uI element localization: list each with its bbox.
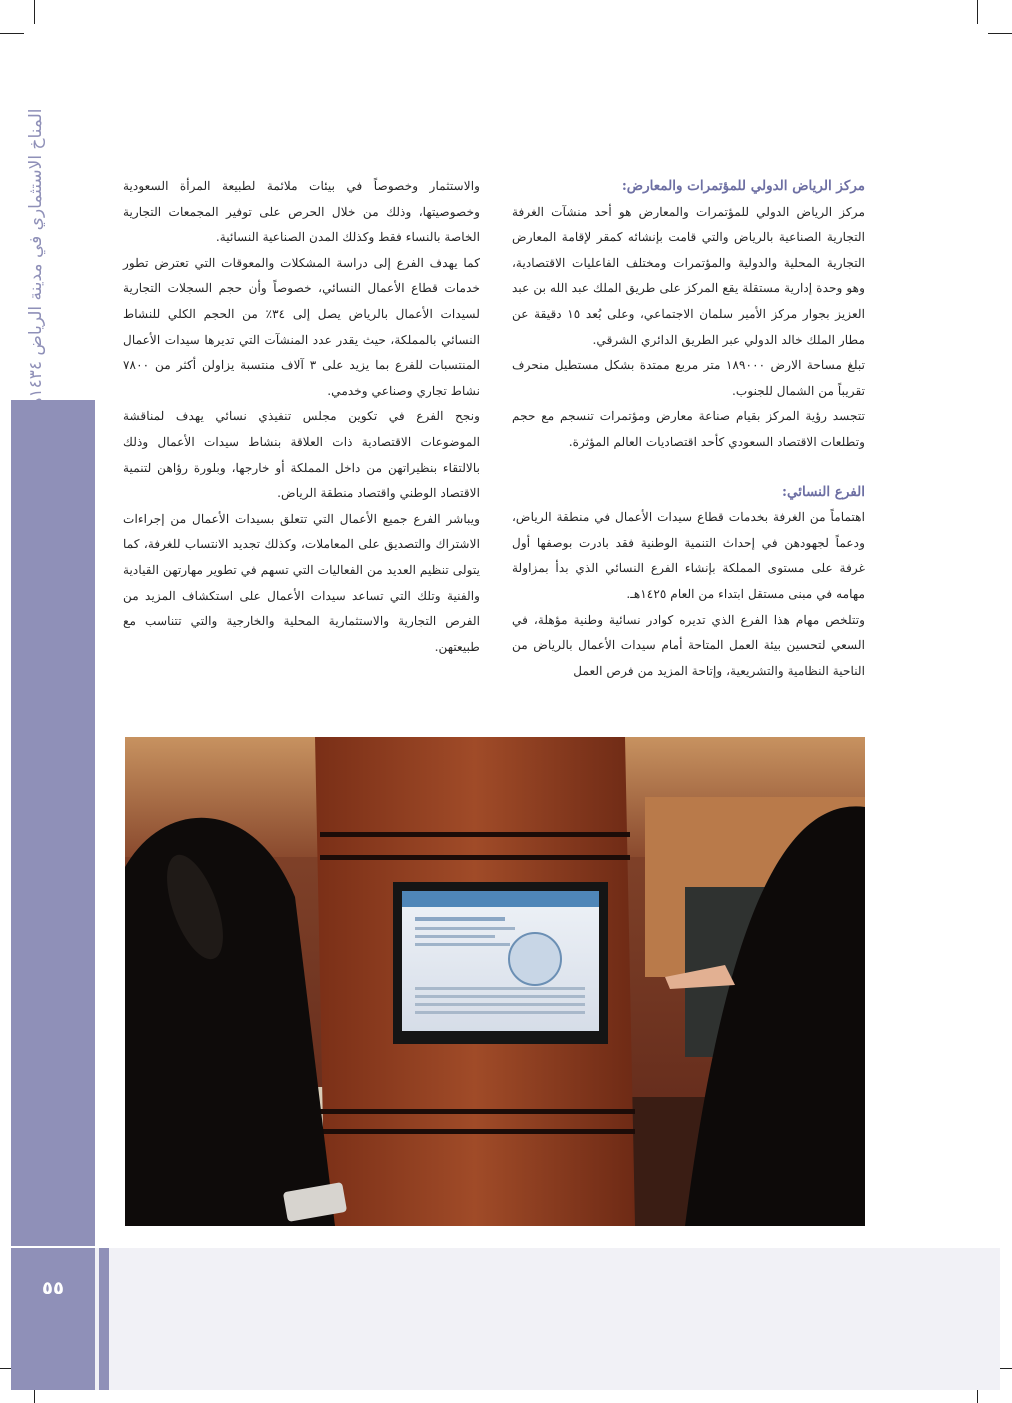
paragraph: وتتلخص مهام هذا الفرع الذي تديره كوادر نسائية وطنية مؤهلة، في السعي لتحسين بيئة العمل المتاحة أمام سيدات الأعمال بالرياض من الناحية النظامية والتشريعية، وإتاحة المزيد من فرص العمل [512,612,865,678]
paragraph: ويباشر الفرع جميع الأعمال التي تتعلق بسيدات الأعمال من إجراءات الاشتراك والتصديق على المعاملات، وكذلك تجديد الانتساب للغرفة، كما يتولى تنظيم العديد من الفعاليات التي تسهم في تطوير مهارتهن القيادية والفنية وتلك التي تساعد سيدات الأعمال على استكشاف المزيد من الفرص التجارية والاستثمارية المحلية والخارجية والتي تتناسب مع طبيعتهن. [123,511,480,654]
heading-womens-branch: الفرع النسائي: [782,483,865,500]
right-column [512,174,865,684]
crop-mark [34,0,35,24]
heading-exhibition-center: مركز الرياض الدولي للمؤتمرات والمعارض: [621,178,865,194]
paragraph: مركز الرياض الدولي للمؤتمرات والمعارض هو أحد منشآت الغرفة التجارية الصناعية بالرياض والتي قامت بإنشائه كمقر لإقامة المعارض التجارية المحلية والدولية والمؤتمرات ومختلف الفاعليات الاقتصادية، وهو وحدة إدارية مستقلة يقع المركز على طريق الملك عبد الله بن عبد العزيز بجوار مركز الأمير سلمان الاجتماعي، وعلى بُعد ١٥ دقيقة عن مطار الملك خالد الدولي عبر الطريق الدائري الشرقي. [512,204,865,347]
footer-band [11,1248,1000,1390]
paragraph: كما يهدف الفرع إلى دراسة المشكلات والمعوقات التي تعترض تطور خدمات قطاع الأعمال النسائي، خصوصاً وأن حجم السجلات التجارية لسيدات الأعمال بالرياض يصل إلى ٣٤٪ من الحجم الكلي للنشاط النسائي بالمملكة، حيث يقدر عدد المنشآت التي تديرها سيدات الأعمال المنتسبات للفرع بما يزيد على ٣ آلاف منتسبة يزاولن أكثر من ٧٨٠٠ نشاط تجاري وصناعي وخدمي. [123,255,480,398]
crop-mark [977,0,978,24]
footer-stripe [99,1248,109,1390]
crop-mark [988,33,1012,34]
photo-illustration [125,737,865,1226]
paragraph: ونجح الفرع في تكوين مجلس تنفيذي نسائي يهدف لمناقشة الموضوعات الاقتصادية ذات العلاقة بنشاط سيدات الأعمال وذلك بالالتقاء بنظيراتهن من داخل المملكة أو خارجها، وبلورة رؤاهن لتنمية الاقتصاد الوطني واقتصاد منطقة الرياض. [123,409,480,501]
paragraph: والاستثمار وخصوصاً في بيئات ملائمة لطبيعة المرأة السعودية وخصوصيتها، وذلك من خلال الحرص على توفير المجمعات التجارية الخاصة بالنساء فقط وكذلك المدن الصناعية النسائية. [123,179,480,245]
left-column [123,174,480,660]
paragraph: تبلغ مساحة الارض ١٨٩٠٠٠ متر مربع ممتدة بشكل مستطيل منحرف تقريباً من الشمال للجنوب. [512,358,865,398]
sidebar-color-block [11,400,95,1246]
running-title-text: المناخ الاستثماري في مدينة الرياض ١٤٣٤ [26,108,46,398]
photo-womens-branch [125,737,865,1226]
running-title [6,108,66,400]
footer-color-block [11,1248,95,1390]
spacer [512,456,865,480]
page-number: ٥٥ [42,1278,64,1299]
crop-mark [0,33,24,34]
paragraph: تتجسد رؤية المركز بقيام صناعة معارض ومؤتمرات تنسجم مع حجم وتطلعات الاقتصاد السعودي كأحد اقتصاديات العالم المؤثرة. [512,409,865,449]
paragraph: اهتماماً من الغرفة بخدمات قطاع سيدات الأعمال في منطقة الرياض، ودعماً لجهودهن في إحداث التنمية الوطنية فقد بادرت بوصفها أول غرفة على مستوى المملكة بإنشاء الفرع النسائي الذي بدأ بمزاولة مهامه في مبنى مستقل ابتداء من العام ١٤٢٥هـ. [512,510,865,601]
